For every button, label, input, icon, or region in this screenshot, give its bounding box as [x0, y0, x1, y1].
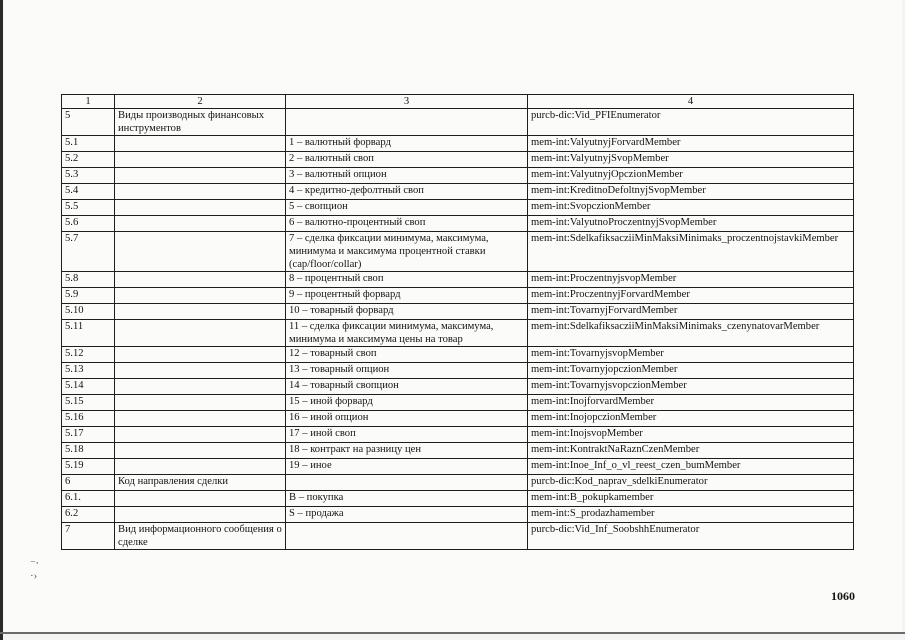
table-header [62, 95, 854, 109]
table-row [62, 232, 854, 272]
value-label-cell: 4 – кредитно-дефолтный своп [286, 184, 528, 200]
value-label-cell: 16 – иной опцион [286, 411, 528, 427]
table-row [62, 216, 854, 232]
row-number-cell: 6.1. [62, 491, 115, 507]
taxonomy-code-cell: mem-int:ValyutnyjSvopMember [528, 152, 854, 168]
row-number-cell: 5.16 [62, 411, 115, 427]
value-label-cell: 18 – контракт на разницу цен [286, 443, 528, 459]
table-body [62, 109, 854, 550]
row-number-cell: 5.8 [62, 272, 115, 288]
document-page [4, 0, 902, 632]
table-row [62, 427, 854, 443]
header-col-3: 3 [286, 95, 528, 109]
taxonomy-code-cell: mem-int:InojsvopMember [528, 427, 854, 443]
value-label-cell: 11 – сделка фиксации минимума, максимума, минимума и максимума цены на товар [286, 320, 528, 347]
row-number-cell: 5.19 [62, 459, 115, 475]
value-label-cell: 14 – товарный свопцион [286, 379, 528, 395]
taxonomy-code-cell: mem-int:KontraktNaRaznCzenMember [528, 443, 854, 459]
category-cell [115, 272, 286, 288]
taxonomy-code-cell: mem-int:ProczentnyjsvopMember [528, 272, 854, 288]
category-cell [115, 443, 286, 459]
taxonomy-code-cell: mem-int:ValyutnoProczentnyjSvopMember [528, 216, 854, 232]
table-row [62, 272, 854, 288]
value-label-cell: 10 – товарный форвард [286, 304, 528, 320]
row-number-cell: 5.5 [62, 200, 115, 216]
taxonomy-code-cell: mem-int:SdelkafiksacziiMinMaksiMinimaks_czenynatovarMember [528, 320, 854, 347]
category-cell [115, 288, 286, 304]
category-cell [115, 347, 286, 363]
value-label-cell: S – продажа [286, 507, 528, 523]
category-cell [115, 232, 286, 272]
row-number-cell: 5.7 [62, 232, 115, 272]
table-row [62, 320, 854, 347]
row-number-cell: 5.9 [62, 288, 115, 304]
row-number-cell: 5.13 [62, 363, 115, 379]
taxonomy-code-cell: mem-int:Inoe_Inf_o_vl_reest_czen_bumMember [528, 459, 854, 475]
table-row [62, 347, 854, 363]
taxonomy-code-cell: mem-int:ValyutnyjOpczionMember [528, 168, 854, 184]
enumeration-table [61, 94, 854, 550]
header-row [62, 95, 854, 109]
value-label-cell: 7 – сделка фиксации минимума, максимума, минимума и максимума процентной ставки (cap/floor/collar) [286, 232, 528, 272]
value-label-cell: 19 – иное [286, 459, 528, 475]
row-number-cell: 5.6 [62, 216, 115, 232]
category-cell: Код направления сделки [115, 475, 286, 491]
table-row [62, 475, 854, 491]
category-cell: Вид информационного сообщения о сделке [115, 523, 286, 550]
taxonomy-code-cell: mem-int:InojforvardMember [528, 395, 854, 411]
header-col-4: 4 [528, 95, 854, 109]
taxonomy-code-cell: mem-int:SvopczionMember [528, 200, 854, 216]
table-row [62, 491, 854, 507]
taxonomy-code-cell: purcb-dic:Vid_Inf_SoobshhEnumerator [528, 523, 854, 550]
category-cell [115, 304, 286, 320]
table-row [62, 459, 854, 475]
taxonomy-code-cell: mem-int:S_prodazhamember [528, 507, 854, 523]
category-cell [115, 427, 286, 443]
page-number: 1060 [831, 589, 855, 603]
value-label-cell: 3 – валютный опцион [286, 168, 528, 184]
table-row [62, 152, 854, 168]
value-label-cell [286, 523, 528, 550]
table-row [62, 200, 854, 216]
row-number-cell: 5.17 [62, 427, 115, 443]
value-label-cell: 13 – товарный опцион [286, 363, 528, 379]
table-row [62, 136, 854, 152]
row-number-cell: 5.18 [62, 443, 115, 459]
scan-edge-left [0, 0, 3, 640]
table-row [62, 411, 854, 427]
value-label-cell: 2 – валютный своп [286, 152, 528, 168]
header-col-1: 1 [62, 95, 115, 109]
taxonomy-code-cell: mem-int:ValyutnyjForvardMember [528, 136, 854, 152]
taxonomy-code-cell: purcb-dic:Vid_PFIEnumerator [528, 109, 854, 136]
category-cell [115, 379, 286, 395]
value-label-cell: 1 – валютный форвард [286, 136, 528, 152]
category-cell [115, 152, 286, 168]
row-number-cell: 5.1 [62, 136, 115, 152]
margin-scan-mark: ⁻⸱ ·› [30, 558, 39, 582]
row-number-cell: 5.2 [62, 152, 115, 168]
taxonomy-code-cell: mem-int:TovarnyjForvardMember [528, 304, 854, 320]
value-label-cell: B – покупка [286, 491, 528, 507]
taxonomy-code-cell: mem-int:SdelkafiksacziiMinMaksiMinimaks_proczentnojstavkiMember [528, 232, 854, 272]
table-row [62, 109, 854, 136]
taxonomy-code-cell: mem-int:TovarnyjsvopczionMember [528, 379, 854, 395]
row-number-cell: 5.4 [62, 184, 115, 200]
header-col-2: 2 [115, 95, 286, 109]
table-row [62, 523, 854, 550]
table-row [62, 288, 854, 304]
row-number-cell: 5.14 [62, 379, 115, 395]
category-cell: Виды производных финансовых инструментов [115, 109, 286, 136]
value-label-cell: 5 – свопцион [286, 200, 528, 216]
table-row [62, 184, 854, 200]
table-row [62, 507, 854, 523]
scan-edge-bottom [0, 632, 905, 634]
row-number-cell: 7 [62, 523, 115, 550]
row-number-cell: 5.15 [62, 395, 115, 411]
category-cell [115, 200, 286, 216]
category-cell [115, 136, 286, 152]
category-cell [115, 320, 286, 347]
category-cell [115, 363, 286, 379]
table-row [62, 168, 854, 184]
row-number-cell: 6.2 [62, 507, 115, 523]
table-row [62, 379, 854, 395]
category-cell [115, 216, 286, 232]
row-number-cell: 5.3 [62, 168, 115, 184]
value-label-cell: 6 – валютно-процентный своп [286, 216, 528, 232]
value-label-cell [286, 109, 528, 136]
category-cell [115, 411, 286, 427]
taxonomy-code-cell: mem-int:ProczentnyjForvardMember [528, 288, 854, 304]
taxonomy-code-cell: mem-int:TovarnyjopczionMember [528, 363, 854, 379]
value-label-cell: 17 – иной своп [286, 427, 528, 443]
taxonomy-code-cell: purcb-dic:Kod_naprav_sdelkiEnumerator [528, 475, 854, 491]
value-label-cell: 15 – иной форвард [286, 395, 528, 411]
table-row [62, 304, 854, 320]
category-cell [115, 395, 286, 411]
category-cell [115, 184, 286, 200]
table-row [62, 395, 854, 411]
category-cell [115, 507, 286, 523]
row-number-cell: 5.11 [62, 320, 115, 347]
value-label-cell [286, 475, 528, 491]
value-label-cell: 8 – процентный своп [286, 272, 528, 288]
row-number-cell: 5.12 [62, 347, 115, 363]
row-number-cell: 6 [62, 475, 115, 491]
taxonomy-code-cell: mem-int:TovarnyjsvopMember [528, 347, 854, 363]
row-number-cell: 5.10 [62, 304, 115, 320]
taxonomy-code-cell: mem-int:KreditnoDefoltnyjSvopMember [528, 184, 854, 200]
taxonomy-code-cell: mem-int:B_pokupkamember [528, 491, 854, 507]
category-cell [115, 459, 286, 475]
taxonomy-code-cell: mem-int:InojopczionMember [528, 411, 854, 427]
table-row [62, 443, 854, 459]
table-row [62, 363, 854, 379]
row-number-cell: 5 [62, 109, 115, 136]
category-cell [115, 491, 286, 507]
value-label-cell: 9 – процентный форвард [286, 288, 528, 304]
value-label-cell: 12 – товарный своп [286, 347, 528, 363]
category-cell [115, 168, 286, 184]
